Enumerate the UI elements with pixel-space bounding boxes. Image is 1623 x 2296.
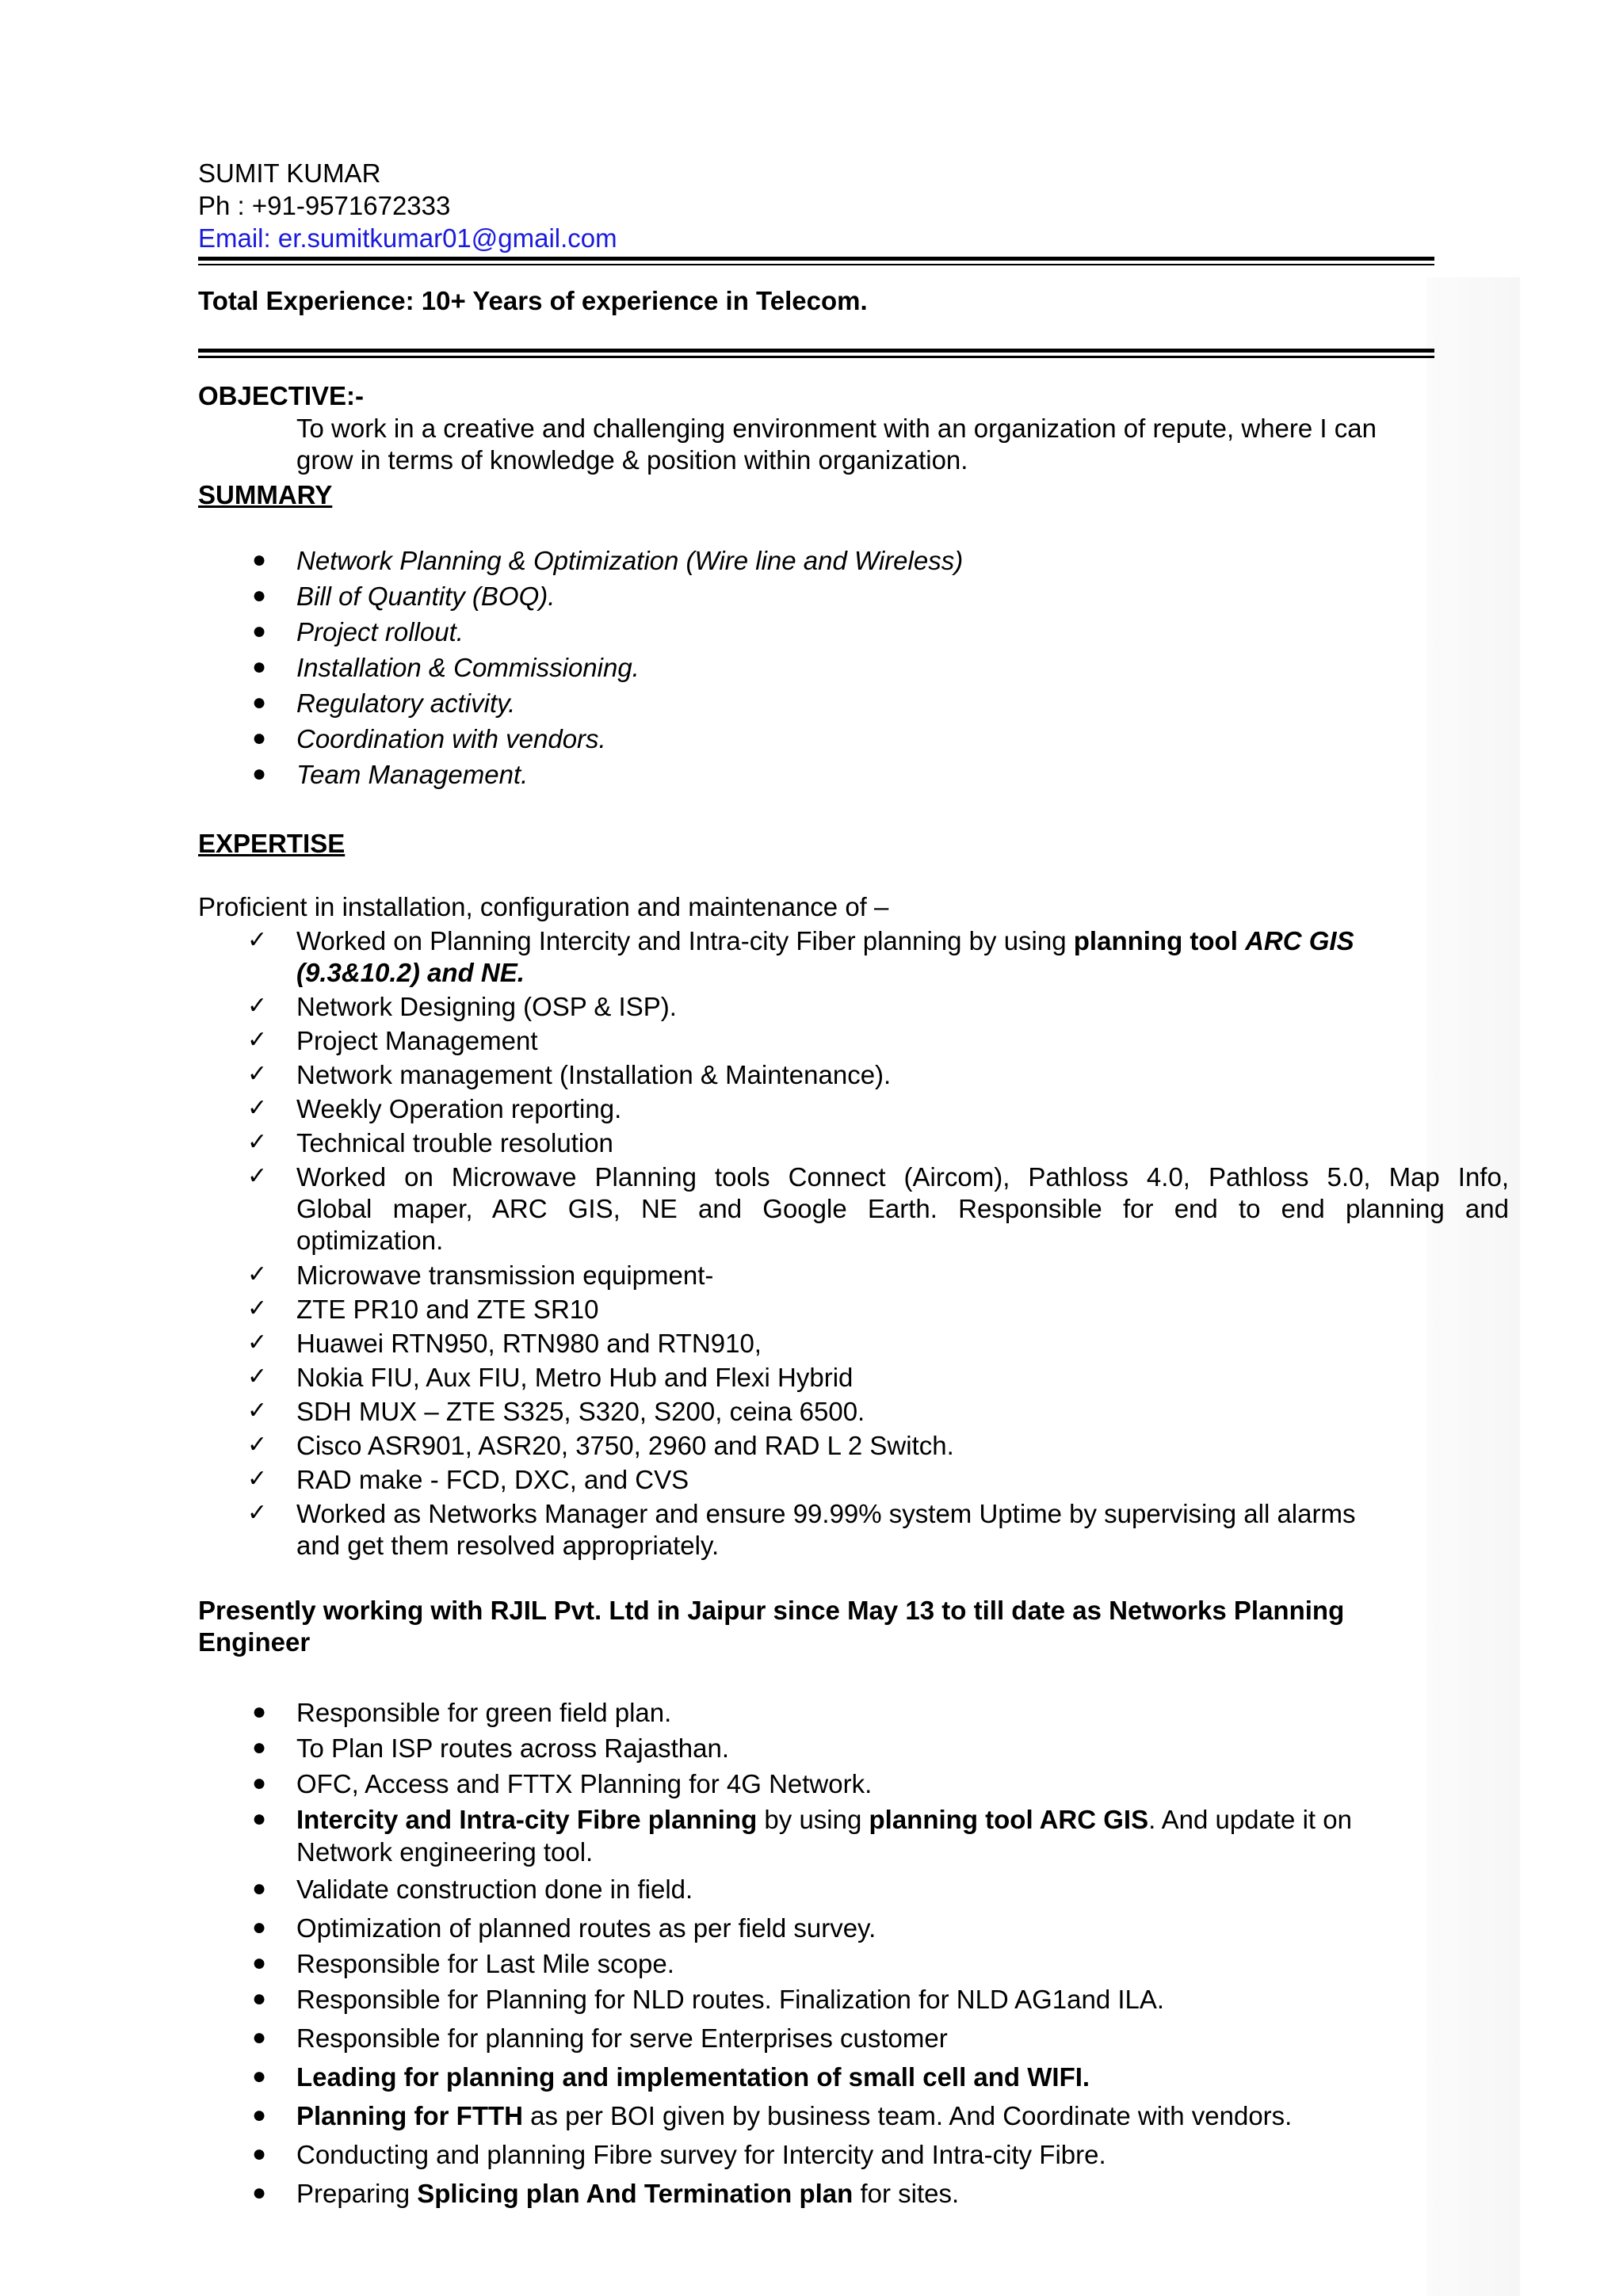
bullet-icon: ● <box>252 1806 267 1832</box>
summary-item: Installation & Commissioning. <box>296 653 640 682</box>
bullet-icon: ● <box>252 1950 267 1976</box>
role-item: Conducting and planning Fibre survey for Intercity and Intra-city Fibre. <box>296 2140 1106 2169</box>
divider-mid-1 <box>198 349 1434 353</box>
role-item: OFC, Access and FTTX Planning for 4G Network. <box>296 1769 873 1798</box>
expertise-intro: Proficient in installation, configuration and maintenance of – <box>198 892 889 921</box>
expertise-heading: EXPERTISE <box>198 829 346 858</box>
divider-top-1 <box>198 257 1434 261</box>
checkmark-icon: ✓ <box>247 1094 268 1122</box>
expertise-item: SDH MUX – ZTE S325, S320, S200, ceina 6500. <box>296 1397 865 1426</box>
checkmark-icon: ✓ <box>247 1128 268 1156</box>
expertise-item: Network Designing (OSP & ISP). <box>296 992 677 1021</box>
expertise-manager-line-1: Worked as Networks Manager and ensure 99.99% system Uptime by supervising all alarms <box>296 1499 1356 1528</box>
role-item-ftth: Planning for FTTH as per BOI given by business team. And Coordinate with vendors. <box>296 2101 1293 2130</box>
expertise-item: Network management (Installation & Maintenance). <box>296 1060 892 1089</box>
checkmark-icon: ✓ <box>247 1026 268 1054</box>
expertise-item: Cisco ASR901, ASR20, 3750, 2960 and RAD L 2 Switch. <box>296 1431 954 1460</box>
objective-line-2: grow in terms of knowledge & position within organization. <box>296 445 968 475</box>
expertise-item: Project Management <box>296 1026 538 1055</box>
scan-shading <box>1426 277 1520 2296</box>
bullet-icon: ● <box>252 618 267 644</box>
role-item-fibre-planning-cont: Network engineering tool. <box>296 1837 594 1867</box>
role-item: Leading for planning and implementation of small cell and WIFI. <box>296 2062 1090 2092</box>
bullet-icon: ● <box>252 761 267 787</box>
expertise-item-fiber-cont: (9.3&10.2) and NE. <box>296 958 525 987</box>
summary-item: Network Planning & Optimization (Wire line and Wireless) <box>296 546 964 575</box>
bullet-icon: ● <box>252 2102 267 2128</box>
objective-heading: OBJECTIVE:- <box>198 381 365 410</box>
role-item: Responsible for Last Mile scope. <box>296 1949 674 1978</box>
bullet-icon: ● <box>252 1734 267 1760</box>
role-item: Validate construction done in field. <box>296 1875 693 1904</box>
bullet-icon: ● <box>252 2180 267 2206</box>
bullet-icon: ● <box>252 725 267 751</box>
role-item-splicing: Preparing Splicing plan And Termination plan for sites. <box>296 2179 960 2208</box>
bullet-icon: ● <box>252 582 267 608</box>
summary-heading: SUMMARY <box>198 480 333 509</box>
bullet-icon: ● <box>252 2141 267 2167</box>
expertise-microwave-line-3: optimization. <box>296 1226 444 1255</box>
bullet-icon: ● <box>252 1875 267 1901</box>
checkmark-icon: ✓ <box>247 992 268 1020</box>
summary-item: Regulatory activity. <box>296 688 516 718</box>
expertise-item-fiber: Worked on Planning Intercity and Intra-city Fiber planning by using planning tool ARC GIS <box>296 926 1354 955</box>
current-role-heading-line-1: Presently working with RJIL Pvt. Ltd in Jaipur since May 13 to till date as Networks Planning <box>198 1596 1345 1625</box>
role-item: Responsible for Planning for NLD routes. Finalization for NLD AG1and ILA. <box>296 1985 1165 2014</box>
checkmark-icon: ✓ <box>247 1363 268 1390</box>
expertise-item: Weekly Operation reporting. <box>296 1094 622 1123</box>
bullet-icon: ● <box>252 1699 267 1725</box>
current-role-heading-line-2: Engineer <box>198 1627 311 1657</box>
checkmark-icon: ✓ <box>247 1465 268 1493</box>
expertise-item: Technical trouble resolution <box>296 1128 613 1158</box>
bullet-icon: ● <box>252 2024 267 2050</box>
checkmark-icon: ✓ <box>247 1162 268 1190</box>
role-item: Responsible for green field plan. <box>296 1698 672 1727</box>
expertise-item: Huawei RTN950, RTN980 and RTN910, <box>296 1329 762 1358</box>
expertise-item: Nokia FIU, Aux FIU, Metro Hub and Flexi Hybrid <box>296 1363 854 1392</box>
summary-item: Team Management. <box>296 760 529 789</box>
expertise-microwave-line-2: Global maper, ARC GIS, NE and Google Earth. Responsible for end to end planning and <box>296 1194 1509 1223</box>
summary-item: Bill of Quantity (BOQ). <box>296 582 556 611</box>
bullet-icon: ● <box>252 1914 267 1940</box>
bullet-icon: ● <box>252 1985 267 2012</box>
checkmark-icon: ✓ <box>247 1060 268 1088</box>
checkmark-icon: ✓ <box>247 1295 268 1322</box>
expertise-manager-line-2: and get them resolved appropriately. <box>296 1531 720 1560</box>
divider-top-2 <box>198 264 1434 265</box>
phone-number: Ph : +91-9571672333 <box>198 191 451 220</box>
total-experience: Total Experience: 10+ Years of experience in Telecom. <box>198 286 868 315</box>
checkmark-icon: ✓ <box>247 1329 268 1356</box>
checkmark-icon: ✓ <box>247 1397 268 1425</box>
objective-line-1: To work in a creative and challenging environment with an organization of repute, where I can <box>296 414 1377 443</box>
bullet-icon: ● <box>252 654 267 680</box>
bullet-icon: ● <box>252 689 267 715</box>
checkmark-icon: ✓ <box>247 1499 268 1527</box>
expertise-item: ZTE PR10 and ZTE SR10 <box>296 1295 599 1324</box>
checkmark-icon: ✓ <box>247 926 268 954</box>
checkmark-icon: ✓ <box>247 1261 268 1288</box>
role-item: Optimization of planned routes as per field survey. <box>296 1913 876 1943</box>
bullet-icon: ● <box>252 547 267 573</box>
expertise-item: Microwave transmission equipment- <box>296 1261 714 1290</box>
candidate-name: SUMIT KUMAR <box>198 158 381 188</box>
bullet-icon: ● <box>252 2063 267 2089</box>
expertise-item: RAD make - FCD, DXC, and CVS <box>296 1465 689 1494</box>
divider-mid-2 <box>198 356 1434 358</box>
role-item-fibre-planning: Intercity and Intra-city Fibre planning by using planning tool ARC GIS. And update it on <box>296 1805 1352 1834</box>
expertise-microwave-line-1: Worked on Microwave Planning tools Connect (Aircom), Pathloss 4.0, Pathloss 5.0, Map Info, <box>296 1162 1509 1192</box>
summary-item: Project rollout. <box>296 617 464 646</box>
email-link[interactable]: Email: er.sumitkumar01@gmail.com <box>198 223 617 253</box>
checkmark-icon: ✓ <box>247 1431 268 1459</box>
summary-item: Coordination with vendors. <box>296 724 606 753</box>
role-item: To Plan ISP routes across Rajasthan. <box>296 1733 730 1763</box>
bullet-icon: ● <box>252 1770 267 1796</box>
role-item: Responsible for planning for serve Enterprises customer <box>296 2023 948 2053</box>
